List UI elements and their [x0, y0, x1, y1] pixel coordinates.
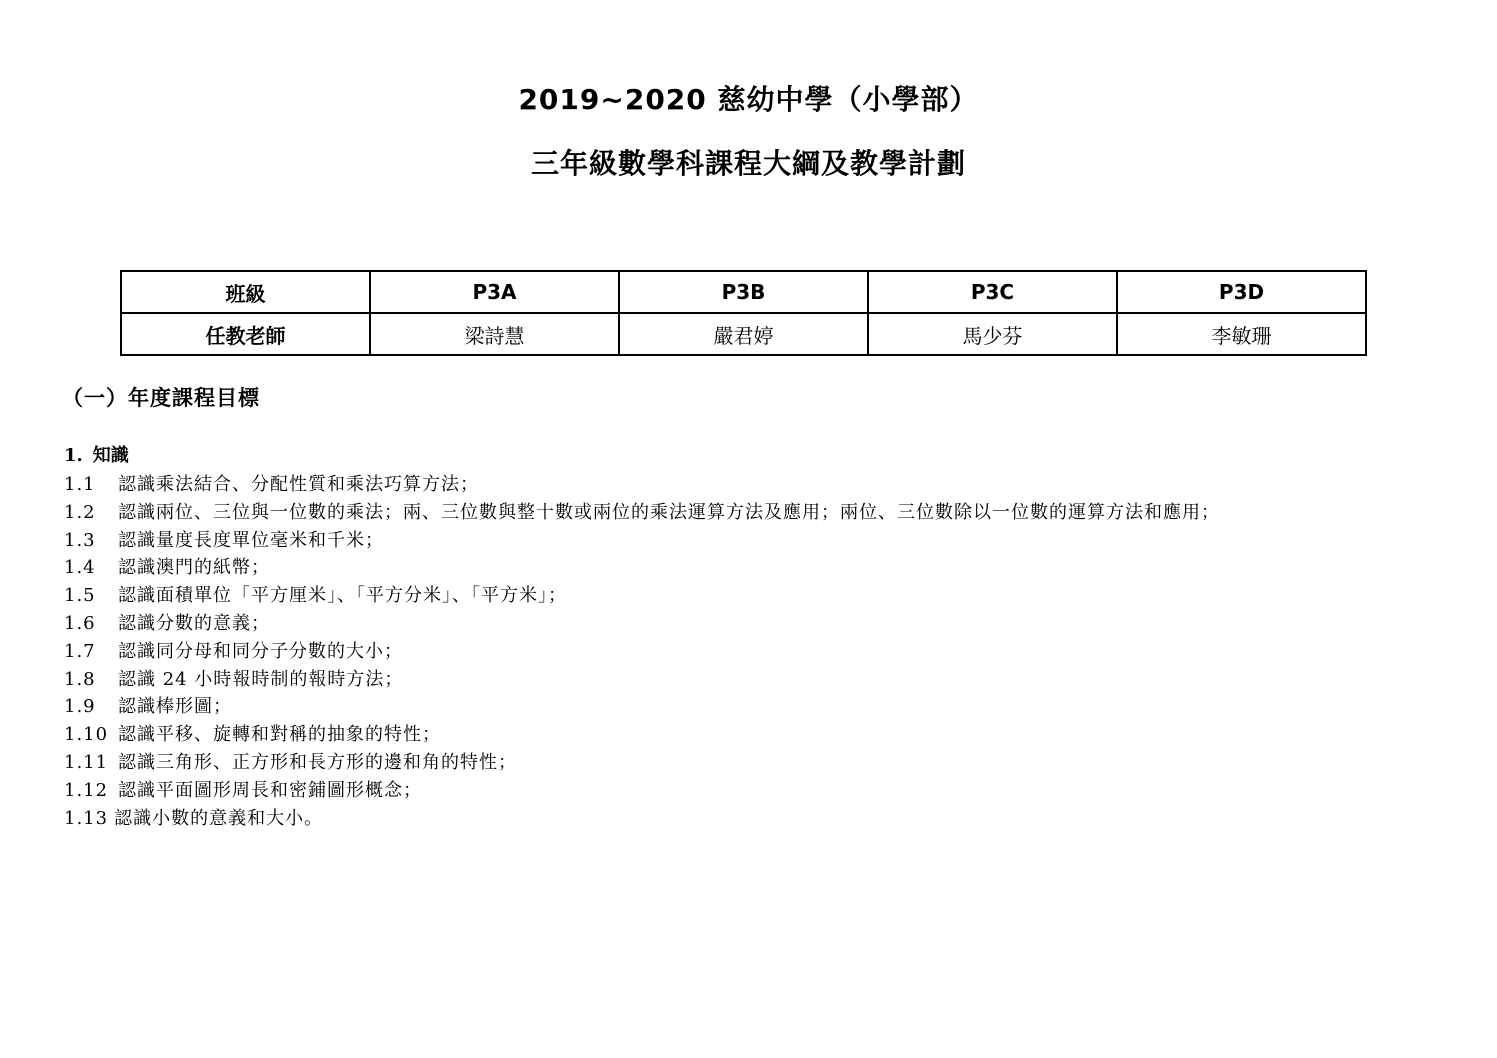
teacher-p3c: 馬少芬: [868, 313, 1117, 355]
item-text: 認識乘法結合、分配性質和乘法巧算方法；: [118, 474, 479, 495]
list-item: [64, 471, 1444, 499]
item-text: 認識同分母和同分子分數的大小；: [118, 640, 403, 662]
item-number: 1.13: [64, 807, 109, 829]
section-heading: （一）年度課程目標: [62, 386, 260, 410]
list-item: [64, 527, 1444, 555]
list-item: [64, 610, 1444, 638]
teacher-p3b: 嚴君婷: [619, 313, 868, 355]
list-item: [64, 721, 1444, 749]
class-p3b: P3B: [619, 271, 868, 313]
item-text: 認識棒形圖；: [118, 696, 232, 718]
list-item: [64, 499, 1444, 527]
item-number: 1.5: [64, 585, 96, 607]
objective-list: [64, 471, 1444, 832]
list-item: [64, 777, 1444, 805]
subsection-title: 知識: [92, 445, 129, 466]
item-number: 1.8: [64, 668, 96, 690]
item-number: 1.6: [64, 612, 96, 634]
teacher-p3a: 梁詩慧: [370, 313, 619, 355]
table-row: [121, 271, 1366, 313]
table-row: [121, 313, 1366, 355]
class-teacher-table: [120, 270, 1367, 356]
document-title: 2019~2020 慈幼中學（小學部）: [518, 83, 979, 116]
item-number: 1.11: [64, 751, 109, 773]
list-item: [64, 582, 1444, 610]
item-text: 認識平移、旋轉和對稱的抽象的特性；: [118, 724, 441, 746]
item-text: 認識澳門的紙幣；: [118, 557, 270, 579]
item-text: 認識平面圖形周長和密鋪圖形概念；: [118, 779, 422, 801]
item-text: 認識 24 小時報時制的報時方法；: [118, 668, 404, 690]
subsection-number: 1.: [64, 445, 83, 466]
teacher-p3d: 李敏珊: [1117, 313, 1366, 355]
item-number: 1.7: [64, 640, 96, 662]
list-item: [64, 693, 1444, 721]
item-text: 認識小數的意義和大小。: [114, 807, 324, 829]
item-text: 認識兩位、三位與一位數的乘法；兩、三位數與整十數或兩位的乘法運算方法及應用；兩位、三位數除以一位數的運算方法和應用；: [118, 501, 1220, 523]
item-number: 1.4: [64, 557, 96, 579]
list-item: [64, 554, 1444, 582]
class-p3c: P3C: [868, 271, 1117, 313]
subsection-heading: [64, 443, 129, 469]
item-number: 1.2: [64, 501, 96, 523]
list-item: [64, 666, 1444, 694]
item-number: 1.9: [64, 696, 96, 718]
list-item: [64, 805, 1444, 833]
item-text: 認識分數的意義；: [118, 612, 270, 634]
row-label-class: 班級: [121, 271, 370, 313]
row-label-teacher: 任教老師: [121, 313, 370, 355]
item-number: 1.3: [64, 529, 96, 551]
list-item: [64, 749, 1444, 777]
item-text: 認識量度長度單位毫米和千米；: [118, 529, 384, 551]
list-item: [64, 638, 1444, 666]
item-number: 1.12: [64, 779, 109, 801]
item-number: 1.10: [64, 724, 109, 746]
document-subtitle: 三年級數學科課程大綱及教學計劃: [530, 147, 966, 180]
class-p3a: P3A: [370, 271, 619, 313]
item-text: 認識三角形、正方形和長方形的邊和角的特性；: [118, 751, 517, 773]
class-p3d: P3D: [1117, 271, 1366, 313]
item-number: 1.1: [64, 474, 96, 495]
item-text: 認識面積單位「平方厘米」、「平方分米」、「平方米」；: [118, 585, 567, 607]
